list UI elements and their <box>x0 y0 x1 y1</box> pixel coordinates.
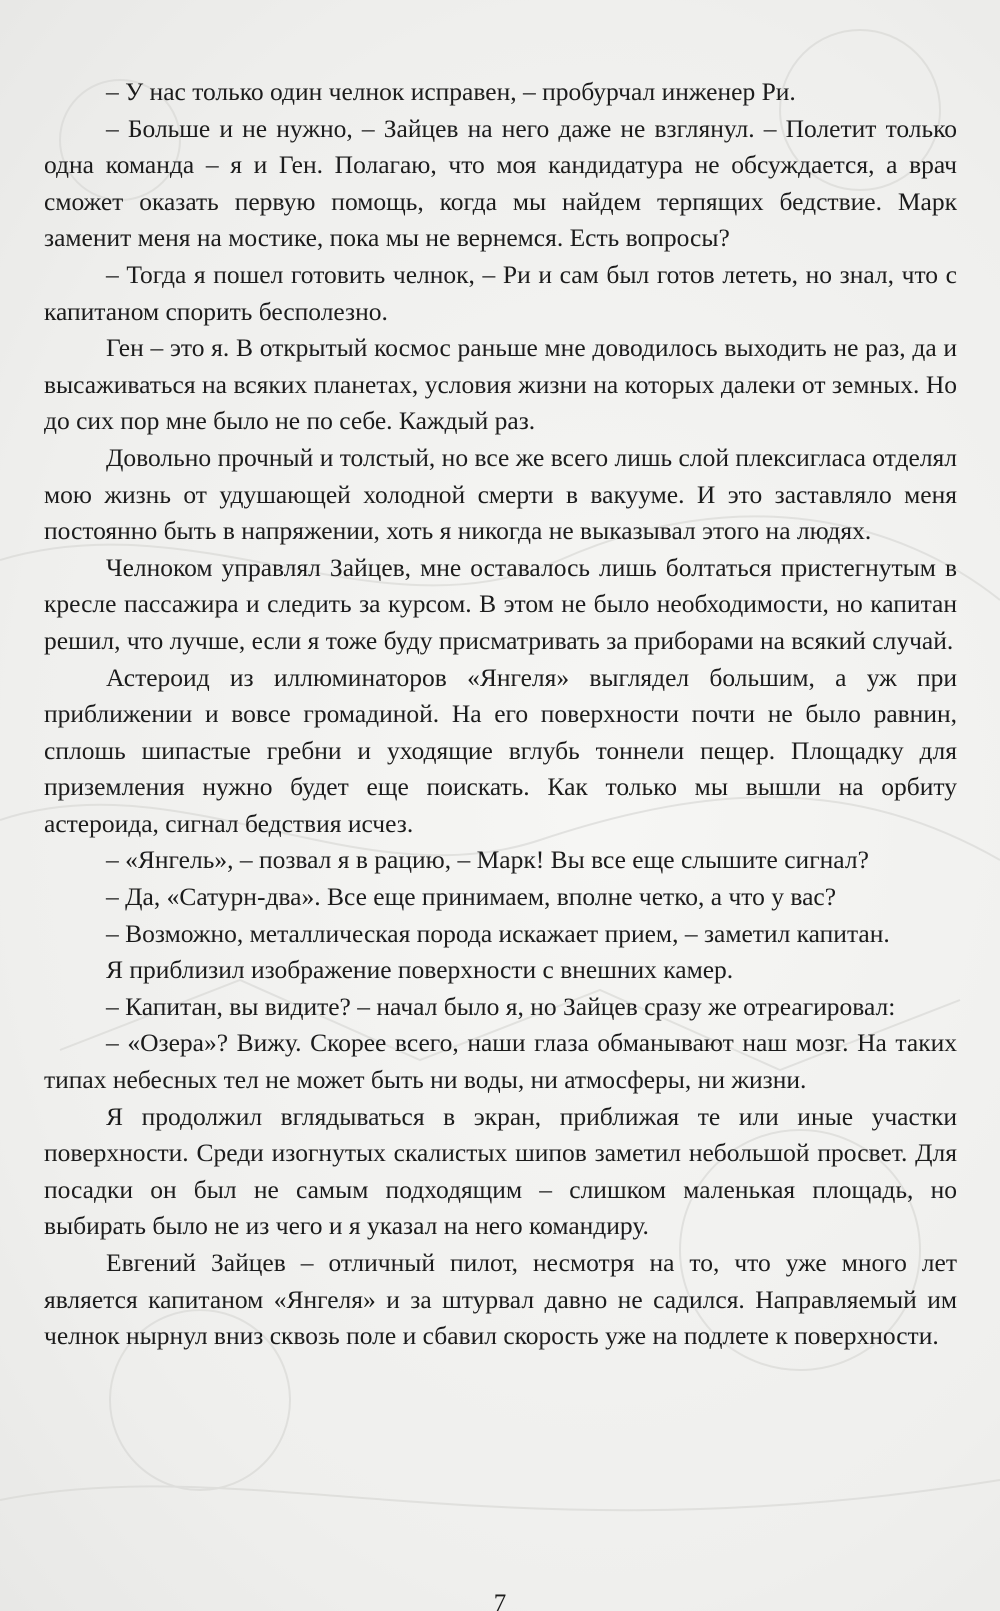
page-number: 7 <box>493 1590 507 1611</box>
paragraph: – «Озера»? Вижу. Скорее всего, наши глаза обманывают наш мозг. На таких типах небесных тел не может быть ни воды, ни атмосферы, ни жизни. <box>44 1028 957 1095</box>
story-text <box>44 74 957 1355</box>
paragraph: – Капитан, вы видите? – начал было я, но Зайцев сразу же отреагировал: <box>106 991 896 1021</box>
paragraph: – У нас только один челнок исправен, – пробурчал инженер Ри. <box>106 77 796 106</box>
paragraph: Ген – это я. В открытый космос раньше мне доводилось выходить не раз, да и высаживаться на всяких планетах, условия жизни на которых далеки от земных. Но до сих пор мне было не по себе. Каждый раз. <box>44 333 957 436</box>
paragraph: Евгений Зайцев – отличный пилот, несмотря на то, что уже много лет является капитаном «Янгеля» и за штурвал давно не садился. Направляемый им челнок нырнул вниз сквозь поле и сбавил скорость уже на подлете к поверхности. <box>44 1248 957 1351</box>
paragraph: Челноком управлял Зайцев, мне оставалось лишь болтаться пристегнутым в кресле пассажира и следить за курсом. В этом не было необходимости, но капитан решил, что лучше, если я тоже буду присматривать за приборами на всякий случай. <box>44 552 957 655</box>
paragraph: – Тогда я пошел готовить челнок, – Ри и сам был готов лететь, но знал, что с капитаном спорить бесполезно. <box>44 259 957 326</box>
paragraph: – Возможно, металлическая порода искажает прием, – заметил капитан. <box>106 918 890 948</box>
paragraph: – Больше и не нужно, – Зайцев на него даже не взглянул. – Полетит только одна команда – я и Ген. Полагаю, что моя кандидатура не обсуждается, а врач сможет оказать первую помощь, когда мы найдем терпящих бедствие. Марк заменит меня на мостике, пока мы не вернемся. Есть вопросы? <box>44 113 957 253</box>
paragraph: – Да, «Сатурн-два». Все еще принимаем, вполне четко, а что у вас? <box>106 882 837 912</box>
paragraph: – «Янгель», – позвал я в рацию, – Марк! Вы все еще слышите сигнал? <box>106 845 869 875</box>
paragraph: Астероид из иллюминаторов «Янгеля» выглядел большим, а уж при приближении и вовсе громадиной. На его поверхности почти не было равнин, сплошь шипастые гребни и уходящие вглубь тоннели пещер. Площадку для приземления нужно будет еще поискать. Как только мы вышли на орбиту астероида, сигнал бедствия исчез. <box>44 662 957 838</box>
paragraph: Довольно прочный и толстый, но все же всего лишь слой плексигласа отделял мою жизнь от удушающей холодной смерти в вакууме. И это заставляло меня постоянно быть в напряжении, хоть я никогда не выказывал этого на людях. <box>44 442 957 546</box>
paragraph: Я продолжил вглядываться в экран, приближая те или иные участки поверхности. Среди изогнутых скалистых шипов заметил небольшой просвет. Для посадки он был не самым подходящим – слишком маленькая площадь, но выбирать было не из чего и я указал на него командиру. <box>44 1101 957 1241</box>
paragraph: Я приблизил изображение поверхности с внешних камер. <box>106 955 734 985</box>
